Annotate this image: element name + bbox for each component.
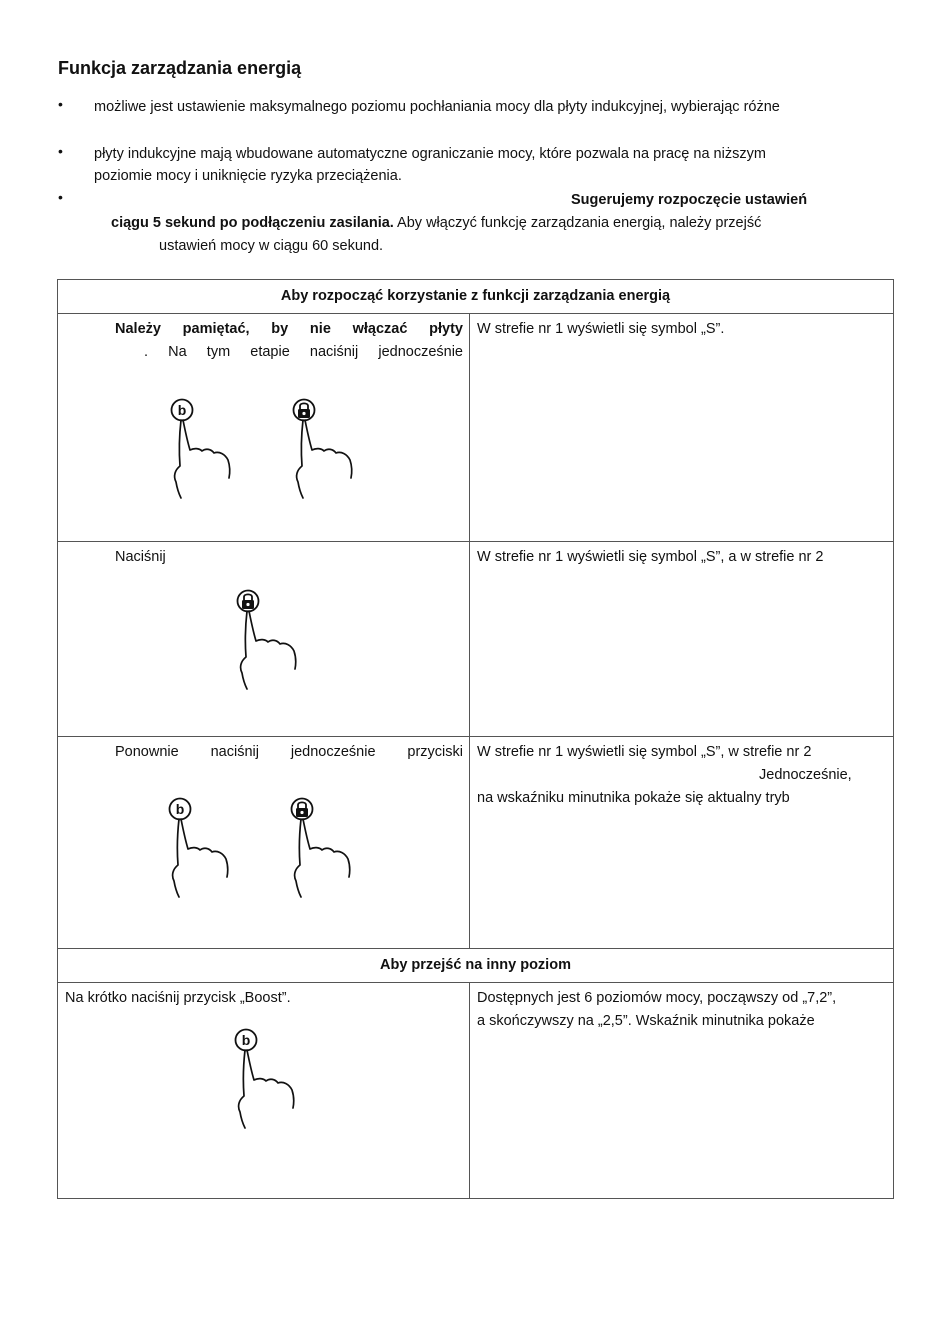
row1-left-line2: . Na tym etapie naciśnij jednocześnie [144, 344, 463, 360]
row2-left-cell [58, 542, 470, 737]
table-header-level [58, 949, 894, 983]
row3-right-line1: W strefie nr 1 wyświetli się symbol „S”, w strefie nr 2 [477, 744, 812, 760]
row2-left-text: Naciśnij [115, 549, 166, 565]
bullet-3-line3: ustawień mocy w ciągu 60 sekund. [159, 238, 384, 254]
row2-right-text: W strefie nr 1 wyświetli się symbol „S”, a w strefie nr 2 [477, 549, 824, 565]
table-header-start-text: Aby rozpocząć korzystanie z funkcji zarządzania energią [280, 288, 671, 304]
bullet-icon: • [58, 96, 63, 112]
table-header-start [58, 280, 894, 314]
bullet-3-line2 [111, 212, 761, 234]
pointing-hand-icon [291, 398, 371, 508]
row1-left-bold: Należy pamiętać, by nie włączać płyty [115, 321, 463, 337]
row3-left-text: Ponownie naciśnij jednocześnie przyciski [115, 744, 463, 760]
pointing-hand-icon [235, 589, 315, 699]
row2-right-cell [470, 542, 894, 737]
bullet-icon: • [58, 143, 63, 159]
bullet-1-text: możliwe jest ustawienie maksymalnego poziomu pochłaniania mocy dla płyty indukcyjnej, wybierając różne [94, 99, 780, 115]
pointing-hand-icon [167, 797, 247, 907]
row3-left-cell [58, 737, 470, 949]
row4-left-cell [58, 983, 470, 1199]
table-header-level-text: Aby przejść na inny poziom [380, 957, 571, 973]
bullet-icon: • [58, 189, 63, 205]
row3-right-line3: na wskaźniku minutnika pokaże się aktualny tryb [477, 790, 790, 806]
bullet-2-line1: płyty indukcyjne mają wbudowane automatyczne ograniczanie mocy, które pozwala na pracę na niższym [94, 146, 766, 162]
row1-right-text: W strefie nr 1 wyświetli się symbol „S”. [477, 321, 725, 337]
page-title: Funkcja zarządzania energią [58, 58, 302, 78]
row4-right-line2: a skończywszy na „2,5”. Wskaźnik minutnika pokaże [477, 1013, 815, 1029]
pointing-hand-icon [233, 1028, 313, 1138]
bullet-2-line2: poziomie mocy i uniknięcie ryzyka przeciążenia. [94, 168, 402, 184]
instruction-table [57, 279, 894, 1199]
row4-left-text: Na krótko naciśnij przycisk „Boost”. [65, 990, 291, 1006]
bullet-3-bold1: Sugerujemy rozpoczęcie ustawień [571, 192, 808, 208]
bullet-3-rest2: Aby włączyć funkcję zarządzania energią, należy przejść [393, 215, 762, 231]
row4-right-line1: Dostępnych jest 6 poziomów mocy, począwszy od „7,2”, [477, 990, 837, 1006]
row3-right-cell [470, 737, 894, 949]
bullet-3-bold2: ciągu 5 sekund po podłączeniu zasilania. [111, 215, 394, 231]
row3-right-line2: Jednocześnie, [759, 767, 852, 783]
pointing-hand-icon [169, 398, 249, 508]
row1-right-cell [470, 314, 894, 542]
row1-left-cell [58, 314, 470, 542]
pointing-hand-icon [289, 797, 369, 907]
row4-right-cell [470, 983, 894, 1199]
